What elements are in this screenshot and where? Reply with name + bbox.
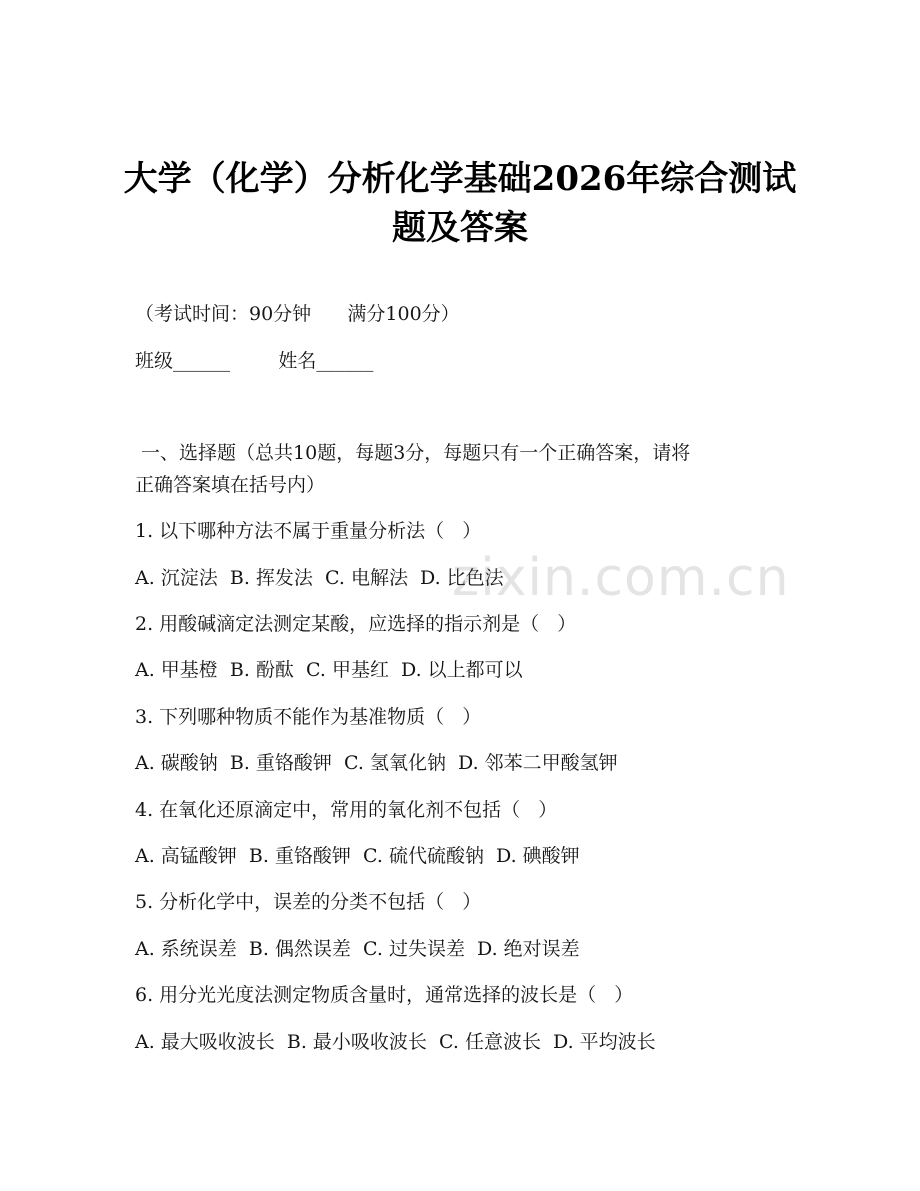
document-title-line1: 大学（化学）分析化学基础2026年综合测试 [123,159,797,199]
question-1-options: A. 沉淀法 B. 挥发法 C. 电解法 D. 比色法 [135,567,504,589]
student-fields: 班级______ 姓名______ [135,350,374,372]
question-5-stem: 5. 分析化学中，误差的分类不包括（ ） [135,891,482,913]
question-6-stem: 6. 用分光光度法测定物质含量时，通常选择的波长是（ ） [135,984,634,1006]
section-heading-line2: 正确答案填在括号内） [135,474,326,496]
question-3-stem: 3. 下列哪种物质不能作为基准物质（ ） [135,706,482,728]
document-title-line2: 题及答案 [392,208,528,248]
question-2-options: A. 甲基橙 B. 酚酞 C. 甲基红 D. 以上都可以 [135,659,523,681]
watermark: zixin.com.cn [452,548,790,608]
question-6-options: A. 最大吸收波长 B. 最小吸收波长 C. 任意波长 D. 平均波长 [135,1031,656,1053]
question-4-options: A. 高锰酸钾 B. 重铬酸钾 C. 硫代硫酸钠 D. 碘酸钾 [135,845,580,867]
question-2-stem: 2. 用酸碱滴定法测定某酸，应选择的指示剂是（ ） [135,613,577,635]
exam-info: （考试时间：90分钟 满分100分） [135,303,460,325]
section-heading-line1: 一、选择题（总共10题，每题3分，每题只有一个正确答案，请将 [135,442,691,464]
question-4-stem: 4. 在氧化还原滴定中，常用的氧化剂不包括（ ） [135,799,558,821]
question-5-options: A. 系统误差 B. 偶然误差 C. 过失误差 D. 绝对误差 [135,938,580,960]
question-3-options: A. 碳酸钠 B. 重铬酸钾 C. 氢氧化钠 D. 邻苯二甲酸氢钾 [135,752,618,774]
question-1-stem: 1. 以下哪种方法不属于重量分析法（ ） [135,520,482,542]
